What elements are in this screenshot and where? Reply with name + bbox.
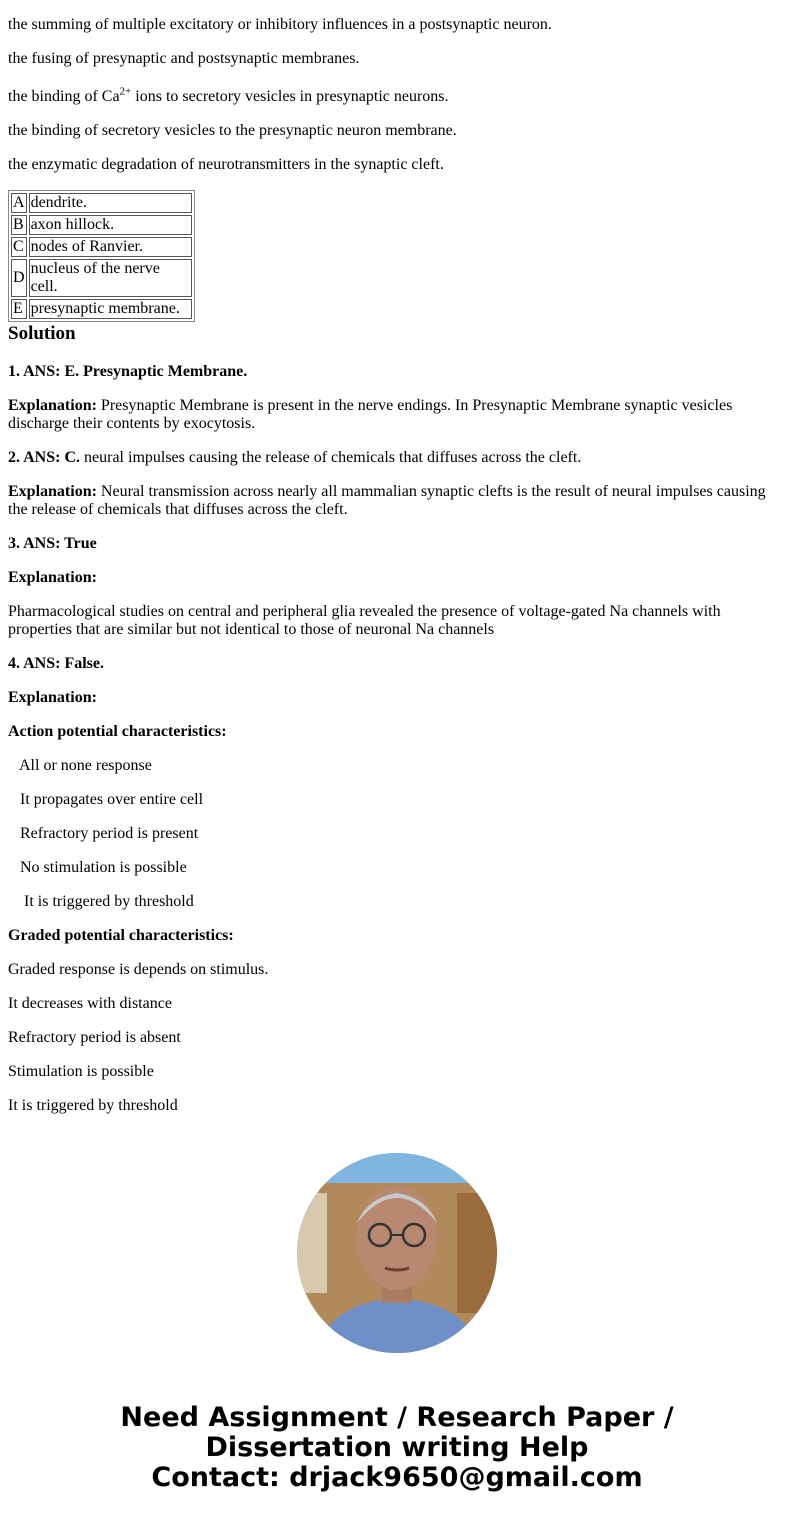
option-text: the fusing of presynaptic and postsynaptic membranes. [8, 50, 360, 67]
choice-text: dendrite. [29, 193, 192, 213]
author-photo [297, 1153, 497, 1353]
choice-letter: C [11, 237, 27, 257]
gp-item: It is triggered by threshold [8, 1097, 178, 1114]
explanation-label: Explanation: [8, 483, 97, 500]
table-row [11, 215, 192, 235]
explanation-1 [8, 397, 774, 433]
ap-item: It propagates over entire cell [20, 791, 204, 808]
gp-item: Graded response is depends on stimulus. [8, 961, 269, 978]
action-potential-heading: Action potential characteristics: [8, 723, 227, 740]
option-text: the binding of secretory vesicles to the presynaptic neuron membrane. [8, 122, 457, 139]
choice-text: nucleus of the nerve cell. [29, 259, 192, 297]
gp-item: Stimulation is possible [8, 1063, 154, 1080]
solution-heading: Solution [8, 323, 76, 344]
ap-item: It is triggered by threshold [24, 893, 194, 910]
graded-potential-heading: Graded potential characteristics: [8, 927, 234, 944]
choice-text: presynaptic membrane. [29, 299, 192, 319]
gp-item: Refractory period is absent [8, 1029, 181, 1046]
explanation-text: Presynaptic Membrane is present in the nerve endings. In Presynaptic Membrane synaptic vesicles discharge their contents by exocytosis. [8, 397, 733, 432]
choices-table [8, 190, 195, 322]
answer-2 [8, 449, 774, 467]
ap-item: Refractory period is present [20, 825, 199, 842]
explanation-label: Explanation: [8, 569, 97, 586]
explanation-label: Explanation: [8, 689, 97, 706]
option-text: the enzymatic degradation of neurotransmitters in the synaptic cleft. [8, 156, 444, 173]
choice-letter: A [13, 194, 25, 211]
choice-letter: B [11, 215, 27, 235]
choice-letter: D [11, 259, 27, 297]
footer-banner [0, 1403, 794, 1493]
choice-text: axon hillock. [29, 215, 192, 235]
answer-3: 3. ANS: True [8, 535, 97, 552]
explanation-text: Neural transmission across nearly all mammalian synaptic clefts is the result of neural impulses causing the release of chemicals that diffuses across the cleft. [8, 483, 766, 518]
ap-item: All or none response [19, 757, 152, 774]
explanation-3: Pharmacological studies on central and peripheral glia revealed the presence of voltage-gated Na channels with properties that are similar but not identical to those of neuronal Na channels [8, 603, 721, 638]
choice-letter: E [11, 299, 27, 319]
choice-text: nodes of Ranvier. [29, 237, 192, 257]
explanation-2 [8, 483, 774, 519]
table-row [11, 193, 192, 213]
answer-1: 1. ANS: E. Presynaptic Membrane. [8, 363, 248, 380]
footer-line-1: Need Assignment / Research Paper / Dissertation writing Help [120, 1402, 674, 1463]
answer-4: 4. ANS: False. [8, 655, 104, 672]
option-text-pre: the binding of Ca [8, 88, 120, 105]
superscript: 2+ [119, 85, 132, 98]
ap-item: No stimulation is possible [20, 859, 187, 876]
option-text [8, 85, 449, 106]
gp-item: It decreases with distance [8, 995, 172, 1012]
option-text-post: ions to secretory vesicles in presynaptic neurons. [131, 88, 449, 105]
option-text: the summing of multiple excitatory or inhibitory influences in a postsynaptic neuron. [8, 16, 552, 33]
table-row [11, 237, 192, 257]
explanation-label: Explanation: [8, 397, 97, 414]
table-row [11, 259, 192, 297]
answer-2-label: 2. ANS: C. [8, 449, 81, 466]
table-row [11, 299, 192, 319]
footer-contact: Contact: drjack9650@gmail.com [151, 1462, 643, 1493]
answer-2-text: neural impulses causing the release of chemicals that diffuses across the cleft. [80, 449, 582, 466]
